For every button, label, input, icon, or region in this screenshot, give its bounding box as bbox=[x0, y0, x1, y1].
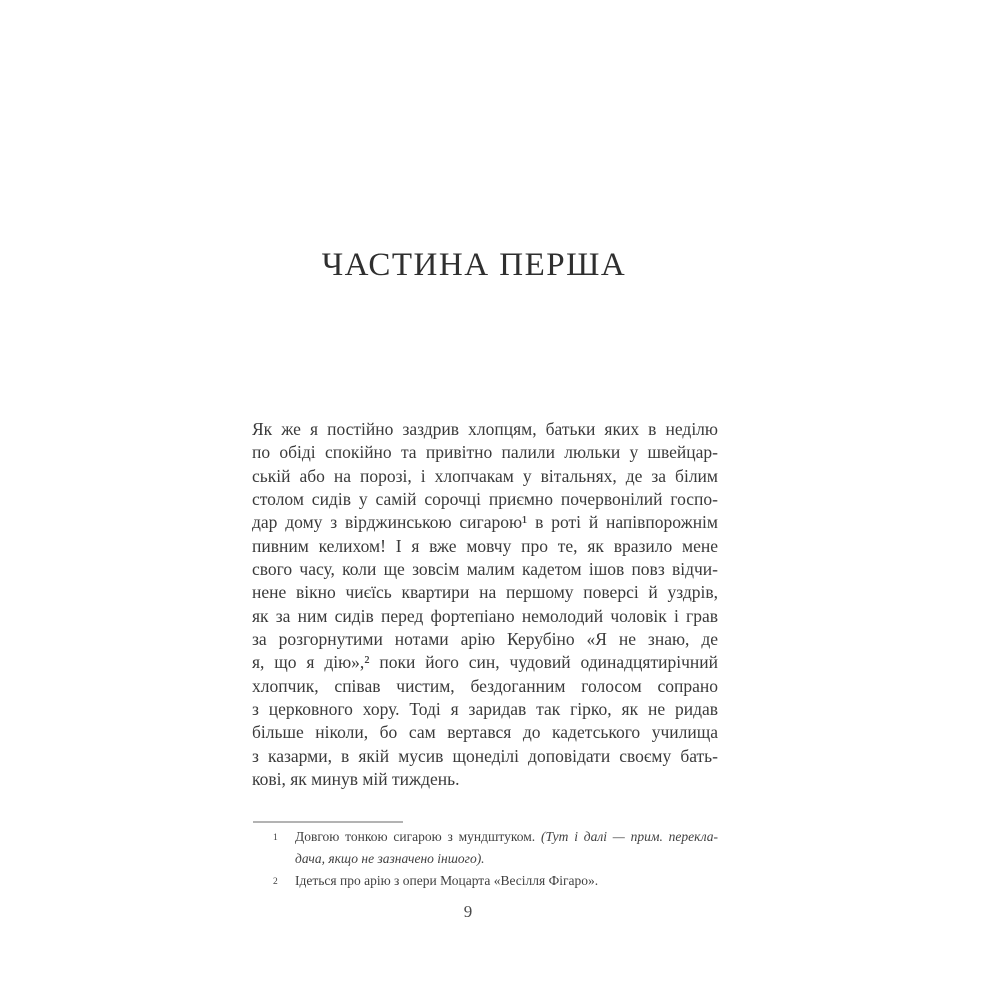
text-line: хлопчик, співав чистим, бездоганним голосом сопрано bbox=[252, 675, 718, 696]
footnote-2-body bbox=[295, 870, 718, 892]
body-paragraph bbox=[252, 418, 718, 792]
text-line: я, що я дію»,² поки його син, чудовий одинадцятирічний bbox=[252, 652, 718, 673]
text-line: з казарми, в якій мусив щонеділі доповідати своєму бать- bbox=[252, 745, 718, 766]
text-line: по обіді спокійно та привітно палили люльки у швейцар- bbox=[252, 442, 718, 463]
chapter-title: ЧАСТИНА ПЕРША bbox=[321, 247, 627, 283]
footnote-1-body bbox=[295, 826, 718, 870]
footnote-1-line-2 bbox=[295, 848, 718, 870]
text-line: свого часу, коли ще зовсім малим кадетом ішов повз відчи- bbox=[252, 559, 718, 580]
text-line: нене вікно чиєїсь квартири на першому поверсі й уздрів, bbox=[252, 582, 718, 603]
footnote-1-marker: 1 bbox=[273, 833, 278, 843]
page-number: 9 bbox=[463, 902, 473, 921]
footnote-2-marker: 2 bbox=[273, 877, 278, 887]
footnote-1-text: Довгою тонкою сигарою з мундштуком. bbox=[295, 829, 541, 844]
text-line: столом сидів у самій сорочці приємно почервонілий госпо- bbox=[252, 489, 718, 510]
text-line: дар дому з вірджинською сигарою¹ в роті й напівпорожнім bbox=[252, 512, 718, 533]
text-line: кові, як минув мій тиждень. bbox=[252, 769, 460, 790]
footnote-1 bbox=[252, 826, 718, 870]
footnote-1-italic: (Тут і далі — прим. перекла- bbox=[540, 829, 718, 844]
text-line: пивним келихом! І я вже мовчу про те, як вразило мене bbox=[252, 535, 718, 556]
text-line: Як же я постійно заздрив хлопцям, батьки яких в неділю bbox=[252, 419, 718, 439]
footnote-1-italic-continued: дача, якщо не зазначено іншого). bbox=[295, 851, 485, 866]
footnotes bbox=[252, 826, 718, 892]
text-line: більше ніколи, бо сам вертався до кадетського училища bbox=[252, 722, 718, 743]
footnote-2 bbox=[252, 870, 718, 892]
book-page bbox=[252, 0, 718, 1000]
footnote-2-line-1 bbox=[295, 870, 718, 892]
text-line: з церковного хору. Тоді я заридав так гірко, як не ридав bbox=[252, 699, 718, 720]
text-line: як за ним сидів перед фортепіано немолодий чоловік і грав bbox=[252, 605, 718, 626]
footnote-1-line-1 bbox=[295, 826, 718, 848]
footnote-separator bbox=[253, 821, 403, 823]
text-line: ській або на порозі, і хлопчакам у вітальнях, де за білим bbox=[252, 465, 718, 486]
text-line: за розгорнутими нотами арію Керубіно «Я не знаю, де bbox=[252, 629, 718, 650]
footnote-2-text: Ідеться про арію з опери Моцарта «Весілля Фігаро». bbox=[295, 873, 599, 888]
